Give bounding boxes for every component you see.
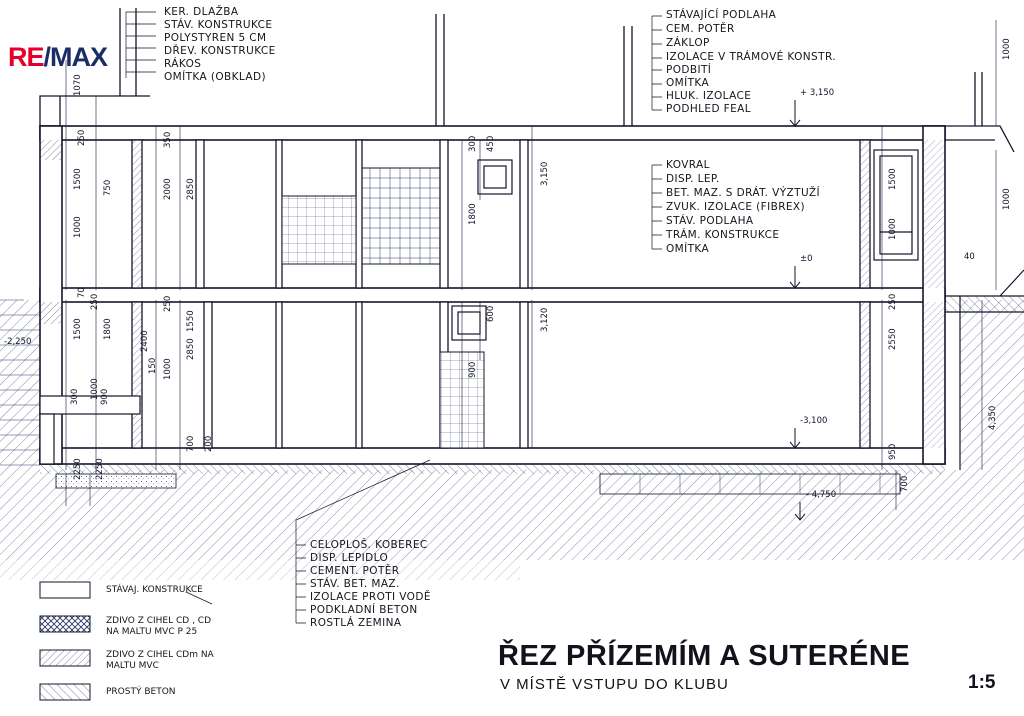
note-top-right-0: STÁVAJÍCÍ PODLAHA <box>666 9 777 21</box>
dim-v-2: 1500 <box>73 168 83 190</box>
note-middle-right-0: KOVRAL <box>666 159 710 171</box>
level-marker-4: -2,250 <box>4 337 32 347</box>
note-bottom-3: STÁV. BET. MAZ. <box>310 578 400 590</box>
dim-v-9: 450 <box>486 135 496 152</box>
logo-slash: / <box>43 42 51 72</box>
dim-v-29: 600 <box>486 305 496 322</box>
soil-hatch-left <box>0 300 40 470</box>
note-middle-right-2: BET. MAZ. S DRÁT. VÝZTUŽÍ <box>666 187 820 199</box>
dim-v-0: 1070 <box>73 74 83 96</box>
dim-v-33: 2550 <box>888 328 898 350</box>
note-top-left-2: POLYSTYREN 5 CM <box>164 32 267 44</box>
dim-v-17: 1800 <box>103 318 113 340</box>
note-middle-right-6: OMÍTKA <box>666 243 710 255</box>
dim-v-14: 70 <box>77 287 87 298</box>
legend-label-2b: MALTU MVC <box>106 661 159 671</box>
legend-label-1b: NA MALTU MVC P 25 <box>106 627 198 637</box>
dim-v-4: 750 <box>103 179 113 196</box>
note-middle-right-4: STÁV. PODLAHA <box>666 215 754 227</box>
level-marker-2: -3,100 <box>800 416 828 426</box>
dim-v-24: 2850 <box>186 338 196 360</box>
note-top-left-1: STÁV. KONSTRUKCE <box>164 19 273 31</box>
note-bottom-4: IZOLACE PROTI VODĚ <box>310 591 431 603</box>
level-marker-1: ±0 <box>800 254 813 264</box>
dim-v-7: 2850 <box>186 178 196 200</box>
note-top-left-5: OMÍTKA (OBKLAD) <box>164 71 266 83</box>
dim-v-1: 250 <box>77 129 87 146</box>
note-top-right-3: IZOLACE V TRÁMOVÉ KONSTR. <box>666 51 836 63</box>
dim-v-35: 4,350 <box>988 405 998 430</box>
dim-v-36: 700 <box>900 475 910 492</box>
dim-v-6: 2000 <box>163 178 173 200</box>
logo-re: RE <box>8 42 44 72</box>
dim-v-28: 700 <box>186 435 196 452</box>
dim-v-31: 3,120 <box>540 307 550 332</box>
note-bottom-0: CELOPLOŠ. KOBEREC <box>310 539 428 551</box>
dim-v-16: 1500 <box>73 318 83 340</box>
note-top-left-3: DŘEV. KONSTRUKCE <box>164 45 276 57</box>
dim-v-12: 1500 <box>888 168 898 190</box>
dim-v-32: 250 <box>888 293 898 310</box>
dim-v-8: 300 <box>468 135 478 152</box>
dim-v-11: 3,150 <box>540 161 550 186</box>
remax-logo <box>8 42 107 73</box>
dim-v-13: 1000 <box>888 218 898 240</box>
dim-v-27: 150 <box>148 357 158 374</box>
dim-v-19: 1000 <box>90 378 100 400</box>
note-top-right-5: OMÍTKA <box>666 77 710 89</box>
dim-v-15: 250 <box>90 293 100 310</box>
note-bottom-6: ROSTLÁ ZEMINA <box>310 617 402 629</box>
note-middle-right-1: DISP. LEP. <box>666 173 720 185</box>
note-top-left-4: RÁKOS <box>164 58 202 70</box>
legend-label-0: STÁVAJ. KONSTRUKCE <box>106 585 203 595</box>
dim-v-21: 2400 <box>140 330 150 352</box>
dim-v-30: 900 <box>468 361 478 378</box>
drawing-subtitle: V MÍSTĚ VSTUPU DO KLUBU <box>500 676 729 693</box>
dim-v-18: 300 <box>70 388 80 405</box>
level-marker-5: 40 <box>964 252 975 262</box>
note-top-right-4: PODBITÍ <box>666 64 712 76</box>
window-right-ground <box>874 150 918 260</box>
dim-v-34: 950 <box>888 443 898 460</box>
window-basement <box>452 306 486 340</box>
dim-v-37: 2250 <box>73 458 83 480</box>
note-top-right-6: HLUK. IZOLACE <box>666 90 752 102</box>
note-middle-right-3: ZVUK. IZOLACE (FIBREX) <box>666 201 806 213</box>
dim-v-22: 1000 <box>163 358 173 380</box>
note-top-right-1: CEM. POTĚR <box>666 23 735 35</box>
note-top-right-7: PODHLED FEAL <box>666 103 751 115</box>
drawing-title: ŘEZ PŘÍZEMÍM A SUTERÉNE <box>498 640 911 672</box>
window-ground-floor <box>478 160 512 194</box>
dim-v-3: 1000 <box>73 216 83 238</box>
dim-v-20: 900 <box>100 388 110 405</box>
level-marker-0: + 3,150 <box>800 88 835 98</box>
note-top-left-0: KER. DLAŽBA <box>164 6 239 18</box>
exterior-right-hatch <box>945 296 1024 312</box>
note-bottom-5: PODKLADNÍ BETON <box>310 604 418 616</box>
dim-v-26: 200 <box>204 435 214 452</box>
logo-max: MAX <box>50 42 108 72</box>
dim-v-25: 1550 <box>186 310 196 332</box>
dim-v-39: 1000 <box>1002 38 1012 60</box>
note-middle-right-5: TRÁM. KONSTRUKCE <box>666 229 780 241</box>
legend-label-3: PROSTÝ BETON <box>106 687 176 697</box>
legend-label-2a: ZDIVO Z CIHEL CDm NA <box>106 650 214 660</box>
dim-v-40: 1000 <box>1002 188 1012 210</box>
dim-v-38: 2250 <box>95 458 105 480</box>
level-marker-3: - 4,750 <box>806 490 837 500</box>
note-bottom-1: DISP. LEPIDLO <box>310 552 389 564</box>
note-bottom-2: CEMENT. POTĚR <box>310 565 400 577</box>
soil-hatch-right <box>960 300 1024 470</box>
note-top-right-2: ZÁKLOP <box>666 37 710 49</box>
dim-v-5: 350 <box>163 131 173 148</box>
dim-v-10: 1800 <box>468 203 478 225</box>
legend-label-1a: ZDIVO Z CIHEL CD , CD <box>106 616 211 626</box>
dim-v-23: 250 <box>163 295 173 312</box>
drawing-scale: 1:5 <box>968 672 996 693</box>
